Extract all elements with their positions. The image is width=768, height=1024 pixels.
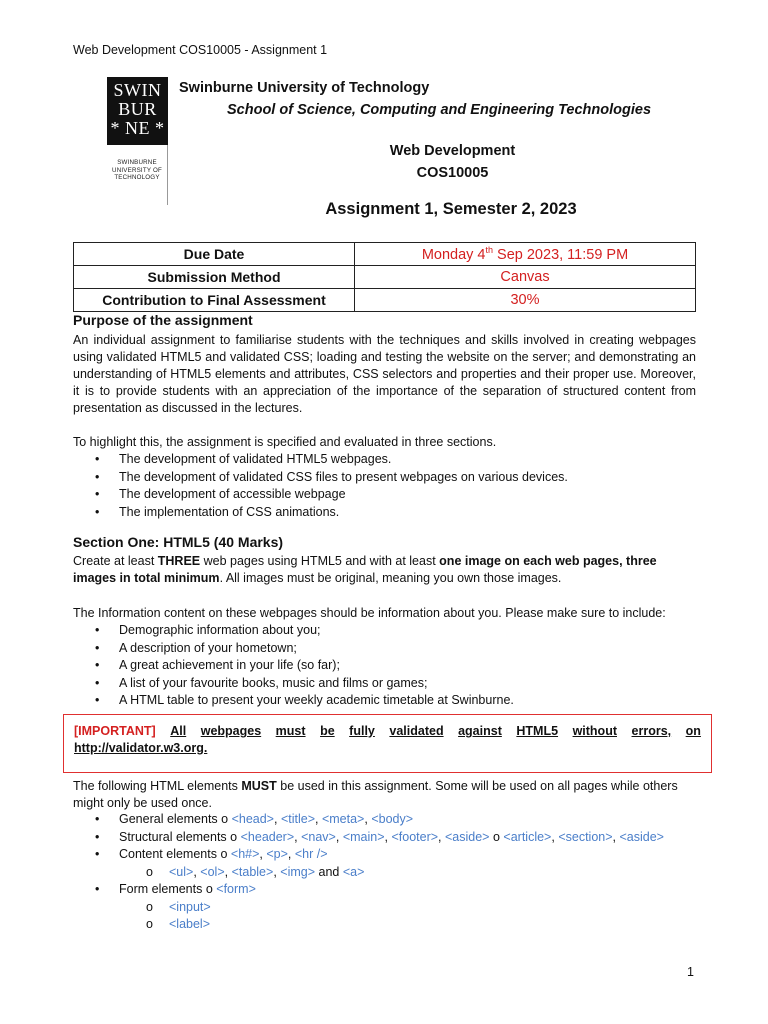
purpose-intro: To highlight this, the assignment is specified and evaluated in three sections. bbox=[73, 435, 497, 449]
purpose-list bbox=[73, 451, 713, 521]
code-tag: <aside> bbox=[619, 829, 664, 844]
logo-line: * NE * bbox=[110, 118, 165, 138]
logo-line: SWIN bbox=[113, 80, 162, 100]
code-tag: <title> bbox=[280, 812, 316, 826]
list-item-text: Demographic information about you; bbox=[119, 623, 321, 637]
due-date-part: Monday 4 bbox=[421, 246, 486, 263]
notice-word: must bbox=[275, 724, 306, 738]
table-label: Contribution to Final Assessment bbox=[74, 289, 355, 312]
code-tag: <img> bbox=[280, 864, 316, 879]
important-tag: [IMPORTANT] bbox=[74, 724, 156, 738]
list-item-text: A list of your favourite books, music and films or games; bbox=[119, 675, 428, 690]
notice-word: validated bbox=[389, 724, 444, 738]
text-run: and bbox=[315, 864, 343, 879]
section-one-paragraph bbox=[73, 553, 696, 587]
code-tag: <meta> bbox=[321, 812, 365, 826]
section-one-info-paragraph: The Information content on these webpages should be information about you. Please make sure to include: bbox=[73, 606, 666, 620]
text-run: . All images must be original, meaning you own those images. bbox=[219, 571, 562, 585]
sub-bullet: o bbox=[146, 864, 153, 879]
list-item-text: The implementation of CSS animations. bbox=[119, 504, 340, 519]
purpose-heading: Purpose of the assignment bbox=[73, 312, 253, 328]
notice-word: on bbox=[685, 724, 701, 738]
bullet: • bbox=[95, 487, 100, 501]
text-run: web pages using HTML5 and with at least bbox=[200, 554, 440, 568]
code-tag: <article> bbox=[503, 829, 552, 844]
bullet: • bbox=[95, 658, 100, 672]
swinburne-logo bbox=[107, 77, 168, 205]
code-tag: <footer> bbox=[391, 829, 439, 844]
code-tag: <hr /> bbox=[294, 847, 328, 861]
bullet: • bbox=[95, 693, 100, 707]
list-item bbox=[73, 469, 713, 487]
list-item-structural: • Structural elements o <header>, <nav>, <main>, <footer>, <aside> o <article>, <section>, <aside> bbox=[73, 829, 713, 847]
code-tag: <nav> bbox=[301, 829, 336, 844]
notice-word: All bbox=[170, 724, 187, 738]
elements-intro bbox=[73, 778, 696, 812]
course-code: COS10005 bbox=[416, 165, 489, 181]
bullet: • bbox=[95, 847, 100, 861]
bullet: • bbox=[95, 469, 100, 484]
list-item-text: The development of accessible webpage bbox=[119, 487, 346, 501]
code-tag: <a> bbox=[342, 864, 365, 879]
table-label: Submission Method bbox=[74, 266, 355, 289]
list-item-label: General elements bbox=[119, 812, 222, 826]
important-line bbox=[74, 723, 701, 740]
course-title: Web Development bbox=[389, 143, 516, 159]
code-tag: <table> bbox=[231, 864, 274, 879]
validator-link[interactable]: http://validator.w3.org. bbox=[74, 741, 208, 755]
list-item-content-sub: o <ul>, <ol>, <table>, <img> and <a> bbox=[73, 864, 713, 882]
list-item bbox=[73, 486, 713, 504]
list-item bbox=[73, 657, 713, 675]
notice-word: errors, bbox=[631, 724, 672, 738]
notice-word: be bbox=[320, 724, 335, 738]
bullet: • bbox=[95, 452, 100, 466]
school-name: School of Science, Computing and Engineering Technologies bbox=[227, 102, 652, 118]
bullet: • bbox=[95, 812, 100, 826]
section-one-heading: Section One: HTML5 (40 Marks) bbox=[73, 534, 284, 550]
inline-bullet: o bbox=[220, 847, 231, 861]
text-run-bold: MUST bbox=[241, 779, 277, 793]
bullet: • bbox=[95, 675, 100, 690]
code-tag: <main> bbox=[342, 829, 385, 844]
bullet: • bbox=[95, 640, 100, 655]
list-item-form bbox=[73, 881, 713, 899]
logo-mark bbox=[107, 77, 168, 145]
list-item-general: • General elements o <head>, <title>, <meta>, <body> bbox=[73, 811, 713, 829]
logo-caption-line: UNIVERSITY OF bbox=[112, 166, 162, 174]
running-header: Web Development COS10005 - Assignment 1 bbox=[73, 43, 328, 57]
notice-word: without bbox=[572, 724, 617, 738]
list-item-text: A description of your hometown; bbox=[119, 640, 297, 655]
table-label: Due Date bbox=[74, 243, 355, 266]
text-run: The following HTML elements bbox=[73, 779, 242, 793]
important-notice bbox=[63, 714, 712, 773]
list-item bbox=[73, 692, 713, 710]
university-name: Swinburne University of Technology bbox=[179, 80, 430, 96]
bullet: • bbox=[95, 882, 100, 896]
sub-bullet: o bbox=[146, 917, 153, 931]
due-date-part: Sep 2023, 11:59 PM bbox=[493, 246, 629, 263]
inline-bullet: o bbox=[230, 829, 241, 844]
logo-line: BUR bbox=[118, 99, 157, 119]
notice-word: against bbox=[458, 724, 502, 738]
inline-bullet: o bbox=[221, 812, 232, 826]
assignment-title: Assignment 1, Semester 2, 2023 bbox=[325, 200, 577, 218]
notice-word: fully bbox=[349, 724, 375, 738]
list-item-content: • Content elements o <h#>, <p>, <hr /> bbox=[73, 846, 713, 864]
contribution-value: 30% bbox=[355, 289, 696, 312]
code-tag: <form> bbox=[216, 882, 256, 896]
text-run: Create at least bbox=[73, 554, 158, 568]
page-number: 1 bbox=[687, 965, 694, 979]
list-item-text: The development of validated CSS files to present webpages on various devices. bbox=[119, 469, 568, 484]
logo-caption-line: TECHNOLOGY bbox=[114, 174, 160, 181]
code-tag: <aside> bbox=[445, 829, 490, 844]
table-row bbox=[74, 243, 696, 266]
purpose-paragraph: An individual assignment to familiarise students with the techniques and skills involved in creating webpages using validated HTML5 and validated CSS; loading and testing the website on the server; and demonstrating an understanding of HTML5 elements and attributes, CSS selectors and properties and their proper use. Moreover, it is to provide students with an appreciation of the importance of the separation of structured content from presentation as discussed in the lectures. bbox=[73, 333, 696, 415]
bullet: • bbox=[95, 504, 100, 519]
due-date-suffix: th bbox=[485, 245, 494, 256]
assignment-info-table bbox=[73, 242, 696, 312]
list-item-label: Structural elements bbox=[119, 829, 231, 844]
code-tag: <section> bbox=[558, 829, 613, 844]
list-item-form-sub bbox=[73, 916, 713, 934]
info-content-list bbox=[73, 622, 713, 710]
text-run-bold: one image on each web pages, three images in total minimum bbox=[73, 554, 657, 585]
code-tag: <input> bbox=[169, 899, 211, 914]
list-item bbox=[73, 451, 713, 469]
sub-bullet: o bbox=[146, 899, 153, 914]
code-tag: <ul> bbox=[169, 864, 194, 879]
code-tag: <body> bbox=[371, 812, 414, 826]
list-item bbox=[73, 622, 713, 640]
bullet: • bbox=[95, 623, 100, 637]
notice-word: HTML5 bbox=[516, 724, 559, 738]
code-tag: <label> bbox=[169, 917, 211, 931]
list-item-form-sub bbox=[73, 899, 713, 917]
list-item-text: A HTML table to present your weekly academic timetable at Swinburne. bbox=[119, 693, 514, 707]
text-run-bold: THREE bbox=[157, 554, 201, 568]
submission-method-value: Canvas bbox=[355, 266, 696, 289]
bullet: • bbox=[95, 829, 100, 844]
list-item bbox=[73, 504, 713, 522]
table-row bbox=[74, 289, 696, 312]
list-item bbox=[73, 675, 713, 693]
table-row bbox=[74, 266, 696, 289]
code-tag: <ol> bbox=[200, 864, 225, 879]
due-date-value bbox=[355, 243, 696, 266]
code-tag: <header> bbox=[240, 829, 295, 844]
code-tag: <h#> bbox=[230, 847, 260, 861]
list-item-text: A great achievement in your life (so far); bbox=[119, 658, 340, 672]
code-tag: <p> bbox=[266, 847, 288, 861]
list-item bbox=[73, 640, 713, 658]
notice-word: webpages bbox=[200, 724, 262, 738]
inline-bullet: o bbox=[492, 829, 504, 844]
inline-bullet: o bbox=[205, 882, 217, 896]
code-tag: <head> bbox=[231, 812, 274, 826]
logo-caption-line: SWINBURNE bbox=[117, 159, 157, 166]
html-elements-list bbox=[73, 811, 713, 934]
list-item-label: Content elements bbox=[119, 847, 221, 861]
text-run: be used in this assignment. Some will be used on all pages while others might only be used once. bbox=[73, 779, 678, 810]
list-item-text: The development of validated HTML5 webpages. bbox=[119, 452, 392, 466]
list-item-label: Form elements bbox=[119, 882, 206, 896]
